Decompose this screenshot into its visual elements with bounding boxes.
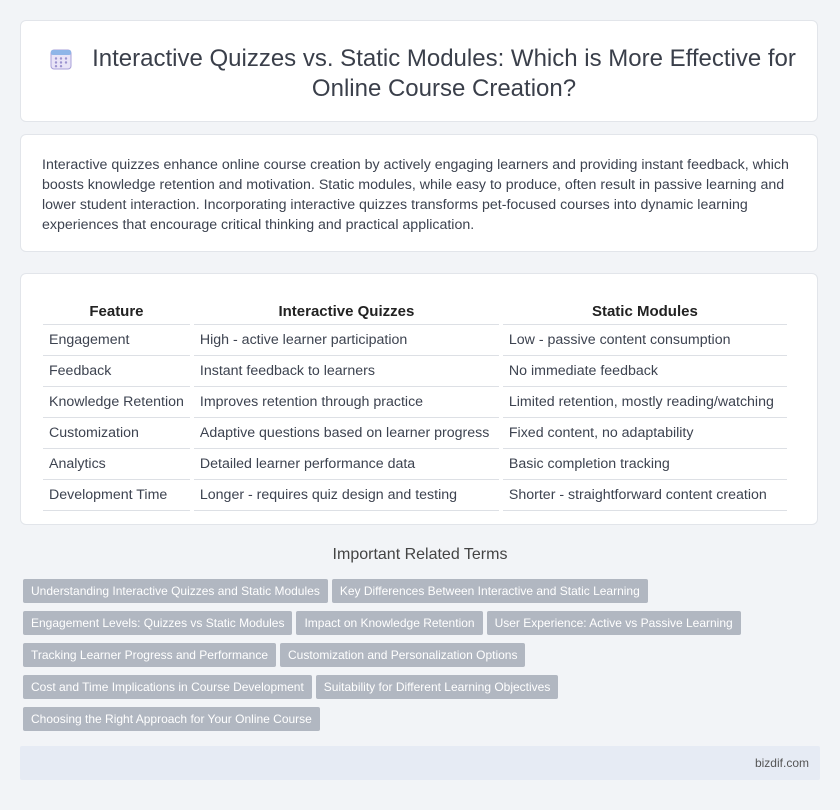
- page-title: Interactive Quizzes vs. Static Modules: Which is More Effective for Online Course Creation?: [92, 45, 796, 102]
- related-terms-list: [23, 579, 783, 739]
- table-row: [43, 449, 787, 480]
- cell-static: Basic completion tracking: [503, 449, 787, 480]
- footer-site[interactable]: bizdif.com: [754, 756, 809, 770]
- cell-static: Fixed content, no adaptability: [503, 418, 787, 449]
- table-row: [43, 387, 787, 418]
- tag-row: [23, 643, 783, 675]
- column-header-feature: Feature: [43, 294, 190, 325]
- cell-interactive: Detailed learner performance data: [194, 449, 499, 480]
- footer: [20, 746, 820, 780]
- calendar-icon: [49, 47, 73, 71]
- table-row: [43, 480, 787, 511]
- tag-row: [23, 675, 783, 707]
- cell-interactive: Improves retention through practice: [194, 387, 499, 418]
- table-row: [43, 325, 787, 356]
- related-term-tag[interactable]: Suitability for Different Learning Objectives: [316, 675, 559, 699]
- cell-static: Shorter - straightforward content creation: [503, 480, 787, 511]
- related-term-tag[interactable]: Tracking Learner Progress and Performance: [23, 643, 276, 667]
- cell-feature: Feedback: [43, 356, 190, 387]
- related-term-tag[interactable]: Customization and Personalization Options: [280, 643, 525, 667]
- related-term-tag[interactable]: Choosing the Right Approach for Your Online Course: [23, 707, 320, 731]
- related-terms-title: Important Related Terms: [332, 546, 508, 563]
- related-term-tag[interactable]: User Experience: Active vs Passive Learning: [487, 611, 741, 635]
- related-term-tag[interactable]: Understanding Interactive Quizzes and Static Modules: [23, 579, 328, 603]
- cell-interactive: Longer - requires quiz design and testing: [194, 480, 499, 511]
- cell-feature: Development Time: [43, 480, 190, 511]
- cell-feature: Customization: [43, 418, 190, 449]
- title-card: [20, 20, 818, 122]
- cell-static: Low - passive content consumption: [503, 325, 787, 356]
- tag-row: [23, 707, 783, 739]
- intro-paragraph: Interactive quizzes enhance online course creation by actively engaging learners and providing instant feedback, which boosts knowledge retention and motivation. Static modules, while easy to produce, often result in passive learning and lower student interaction. Incorporating interactive quizzes transforms pet-focused courses into dynamic learning experiences that encourage critical thinking and practical application.: [42, 157, 789, 233]
- related-term-tag[interactable]: Key Differences Between Interactive and Static Learning: [332, 579, 648, 603]
- cell-interactive: High - active learner participation: [194, 325, 499, 356]
- tag-row: [23, 611, 783, 643]
- tag-row: [23, 579, 783, 611]
- column-header-static: Static Modules: [503, 294, 787, 325]
- cell-interactive: Adaptive questions based on learner progress: [194, 418, 499, 449]
- comparison-table: [43, 294, 787, 511]
- intro-card: [20, 134, 818, 252]
- comparison-card: [20, 273, 818, 525]
- cell-static: Limited retention, mostly reading/watching: [503, 387, 787, 418]
- cell-feature: Analytics: [43, 449, 190, 480]
- table-row: [43, 356, 787, 387]
- table-row: [43, 418, 787, 449]
- cell-interactive: Instant feedback to learners: [194, 356, 499, 387]
- cell-feature: Engagement: [43, 325, 190, 356]
- related-term-tag[interactable]: Engagement Levels: Quizzes vs Static Modules: [23, 611, 292, 635]
- cell-feature: Knowledge Retention: [43, 387, 190, 418]
- cell-static: No immediate feedback: [503, 356, 787, 387]
- table-header-row: [43, 294, 787, 325]
- related-term-tag[interactable]: Impact on Knowledge Retention: [296, 611, 482, 635]
- related-term-tag[interactable]: Cost and Time Implications in Course Development: [23, 675, 312, 699]
- column-header-interactive: Interactive Quizzes: [194, 294, 499, 325]
